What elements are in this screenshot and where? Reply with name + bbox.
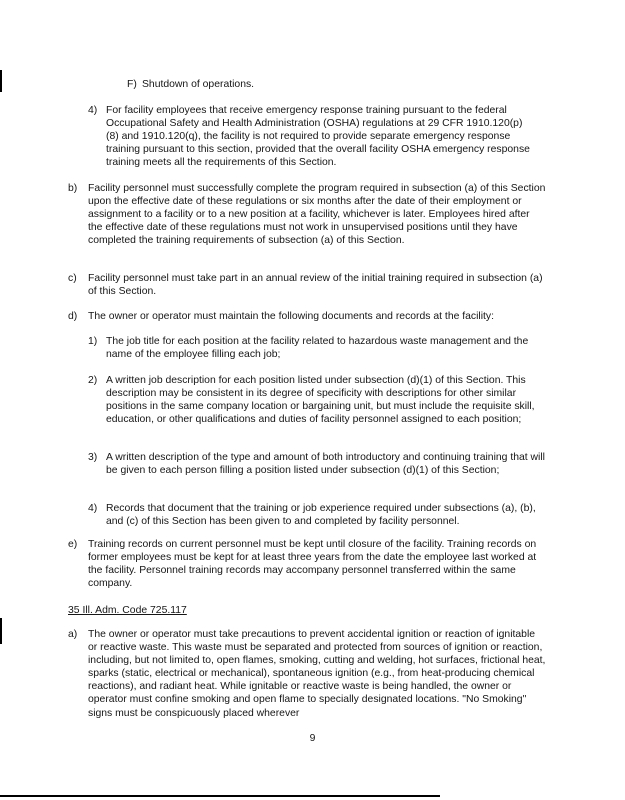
- page-number: 9: [309, 733, 316, 744]
- subsection-e-label: e): [68, 539, 78, 550]
- scan-edge-mark: [0, 70, 2, 92]
- subsection-b: [68, 182, 546, 247]
- paragraph-4-osha-label: 4): [88, 105, 98, 116]
- paragraph-d-3-text: A written description of the type and amount of both introductory and continuing training that will be given to each person filling a position listed under subsection (d)(1) of this Section;: [106, 452, 545, 477]
- scan-bottom-edge: [0, 795, 440, 797]
- paragraph-d-1: [88, 335, 546, 361]
- paragraph-d-4-label: 4): [88, 503, 98, 514]
- paragraph-d-1-label: 1): [88, 336, 98, 347]
- subsection-b-label: b): [68, 183, 78, 194]
- paragraph-d-3: [88, 451, 546, 477]
- subsection-c-text: Facility personnel must take part in an annual review of the initial training required in subsection (a) of this Section.: [88, 273, 543, 298]
- paragraph-d-3-label: 3): [88, 452, 98, 463]
- subitem-f: [127, 78, 547, 91]
- paragraph-d-4: [88, 502, 546, 528]
- paragraph-d-2-text: A written job description for each position listed under subsection (d)(1) of this Section. This description may be consistent in its degree of specificity with descriptions for other similar positions in the same company location or bargaining unit, but must include the requisite skill, education, or other qualifications and duties of facility personnel assigned to each position;: [106, 375, 535, 426]
- scan-edge-mark: [0, 618, 2, 644]
- section-725-117-a-label: a): [68, 629, 78, 640]
- subitem-f-text: Shutdown of operations.: [142, 79, 255, 90]
- paragraph-4-osha-text: For facility employees that receive emergency response training pursuant to the federal Occupational Safety and Health Administration (OSHA) regulations at 29 CFR 1910.120(p)(8) and 1910.120(q), the facility is not required to provide separate emergency response training pursuant to this section, provided that the overall facility OSHA emergency response training meets all the requirements of this Section.: [106, 105, 530, 169]
- paragraph-4-osha: [88, 104, 531, 169]
- subsection-d: [68, 310, 546, 323]
- subsection-d-text: The owner or operator must maintain the following documents and records at the facility:: [88, 311, 495, 322]
- paragraph-d-2-label: 2): [88, 375, 98, 386]
- subitem-f-label: F): [127, 79, 137, 90]
- subsection-c: [68, 272, 546, 298]
- subsection-e-text: Training records on current personnel must be kept until closure of the facility. Training records on former employees must be kept for at least three years from the date the employee last worked at the facility. Personnel training records may accompany personnel transferred within the same company.: [88, 539, 537, 590]
- section-725-117-a-text: The owner or operator must take precautions to prevent accidental ignition or reaction of ignitable or reactive waste. This waste must be separated and protected from sources of ignition or reaction, including, but not limited to, open flames, smoking, cutting and welding, hot surfaces, frictional heat, sparks (static, electrical or mechanical), spontaneous ignition (e.g., from heat-producing chemical reactions), and radiant heat. While ignitable or reactive waste is being handled, the owner or operator must confine smoking and open flame to specially designated locations. "No Smoking" signs must be conspicuously placed wherever: [88, 629, 546, 719]
- paragraph-d-4-text: Records that document that the training or job experience required under subsections (a), (b), and (c) of this Section has been given to and completed by facility personnel.: [106, 503, 536, 528]
- subsection-d-label: d): [68, 311, 78, 322]
- section-heading: 35 Ill. Adm. Code 725.117: [68, 605, 187, 616]
- subsection-c-label: c): [68, 273, 77, 284]
- paragraph-d-2: [88, 374, 546, 426]
- section-725-117-a: [68, 628, 546, 720]
- subsection-e: [68, 538, 546, 590]
- paragraph-d-1-text: The job title for each position at the facility related to hazardous waste management and the name of the employee filling each job;: [106, 336, 529, 361]
- subsection-b-text: Facility personnel must successfully complete the program required in subsection (a) of this Section upon the effective date of these regulations or six months after the date of their employment or assignment to a facility or to a new position at a facility, whichever is later. Employees hired after the effective date of these regulations must not work in unsupervised positions until they have completed the training requirements of subsection (a) of this Section.: [88, 183, 546, 247]
